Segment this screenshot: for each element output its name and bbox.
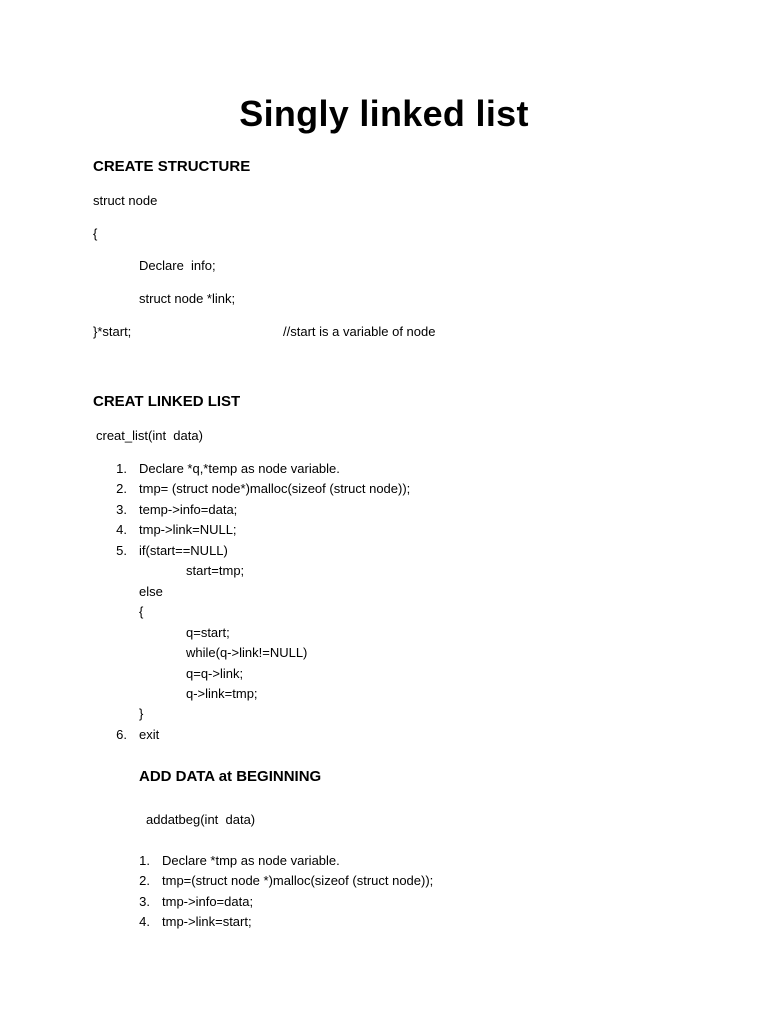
step-text: else — [139, 584, 163, 599]
step-text: Declare *tmp as node variable. — [162, 853, 340, 868]
step-number: 4. — [139, 914, 150, 929]
step-text: tmp=(struct node *)malloc(sizeof (struct node)); — [162, 873, 434, 888]
step-text: start=tmp; — [186, 563, 245, 578]
step-text: tmp->link=start; — [162, 914, 252, 929]
step-text: } — [139, 706, 144, 721]
step-number: 5. — [116, 543, 127, 558]
step-text: tmp->info=data; — [162, 894, 254, 909]
step-number: 2. — [139, 873, 150, 888]
step-text: if(start==NULL) — [139, 543, 228, 558]
step-text: q->link=tmp; — [186, 686, 258, 701]
heading-create-structure: CREATE STRUCTURE — [93, 158, 251, 175]
code-line-close-start: }*start; — [93, 324, 132, 339]
code-line-struct-node: struct node — [93, 193, 158, 208]
function-signature-addatbeg: addatbeg(int data) — [146, 812, 256, 827]
page-title: Singly linked list — [239, 93, 529, 134]
step-number: 6. — [116, 727, 127, 742]
step-text: exit — [139, 727, 160, 742]
step-number: 2. — [116, 481, 127, 496]
heading-creat-linked-list: CREAT LINKED LIST — [93, 393, 241, 410]
step-number: 3. — [139, 894, 150, 909]
function-signature-creat-list: creat_list(int data) — [96, 428, 203, 443]
step-text: tmp= (struct node*)malloc(sizeof (struct node)); — [139, 481, 411, 496]
heading-add-data-beginning: ADD DATA at BEGINNING — [139, 768, 322, 785]
code-line-struct-link: struct node *link; — [139, 291, 236, 306]
code-line-open-brace: { — [93, 226, 98, 241]
step-text: temp->info=data; — [139, 502, 238, 517]
code-comment-start: //start is a variable of node — [283, 324, 436, 339]
step-number: 3. — [116, 502, 127, 517]
step-text: tmp->link=NULL; — [139, 522, 237, 537]
step-text: q=start; — [186, 625, 230, 640]
step-text: { — [139, 604, 144, 619]
step-text: q=q->link; — [186, 666, 244, 681]
step-text: Declare *q,*temp as node variable. — [139, 461, 340, 476]
step-number: 1. — [116, 461, 127, 476]
code-line-declare-info: Declare info; — [139, 258, 216, 273]
step-number: 1. — [139, 853, 150, 868]
step-number: 4. — [116, 522, 127, 537]
step-text: while(q->link!=NULL) — [186, 645, 308, 660]
